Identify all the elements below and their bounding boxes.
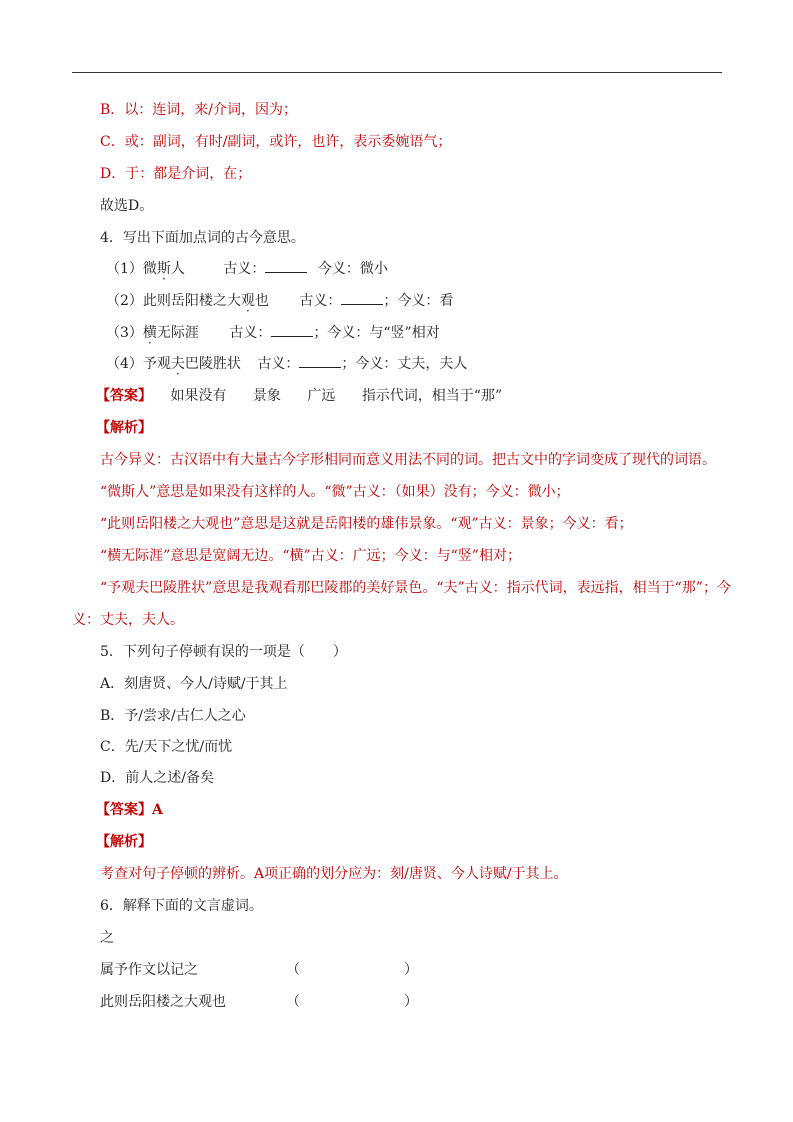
q5-option-c: C．先/天下之忧/而忧	[100, 739, 233, 755]
question-6: 6．解释下面的文言虚词。	[100, 898, 263, 914]
q6-item-2: 此则岳阳楼之大观也 （ ）	[100, 994, 418, 1010]
q6-item-1: 属予作文以记之 （ ）	[100, 962, 418, 978]
option-c-text: C．或：副词，有时/副词，或许，也许，表示委婉语气；	[100, 134, 452, 150]
q4-item-1: （1）微斯人 古义： 今义：微小	[106, 258, 388, 279]
function-word-zhi: 之	[100, 930, 114, 946]
question-5: 5．下列句子停顿有误的一项是（ ）	[100, 644, 347, 660]
analysis-4-line-2: “微斯人”意思是如果没有这样的人。“微”古义：（如果）没有；今义：微小；	[100, 484, 570, 500]
option-d-text: D．于：都是介词，在；	[100, 166, 252, 182]
header-rule	[72, 72, 722, 73]
analysis-4-line-1: 古今异义：古汉语中有大量古今字形相同而意义用法不同的词。把古文中的字词变成了现代的词语。	[100, 452, 716, 468]
blank-line	[271, 322, 313, 337]
q5-option-d: D．前人之述/备矣	[100, 770, 214, 786]
choice-conclusion: 故选D。	[100, 198, 154, 214]
q5-option-b: B．予/尝求/古仁人之心	[100, 708, 246, 724]
analysis-4-line-5a: “予观夫巴陵胜状”意思是我观看那巴陵郡的美好景色。“夫”古义：指示代词，表远指，相当于“那”；今	[100, 580, 731, 596]
q5-option-a: A．刻唐贤、今人/诗赋/于其上	[100, 676, 288, 692]
answer-4: 【答案】 如果没有 景象 广远 指示代词，相当于“那”	[96, 388, 503, 404]
analysis-4-line-3: “此则岳阳楼之大观也”意思是这就是岳阳楼的雄伟景象。“观”古义：景象；今义：看；	[100, 516, 633, 532]
blank-line	[299, 353, 341, 368]
answer-5: 【答案】A	[96, 802, 163, 818]
q4-item-2: （2）此则岳阳楼之大观也 古义： ；今义：看	[106, 290, 453, 311]
q4-item-4: （4）予观夫巴陵胜状 古义： ；今义：丈夫，夫人	[106, 353, 467, 374]
analysis-tag-5: 【解析】	[96, 834, 152, 850]
option-b-text: B．以：连词，来/介词，因为；	[100, 102, 298, 118]
q4-item-3: （3）横无际涯 古义： ；今义：与“竖”相对	[106, 322, 440, 343]
question-4: 4．写出下面加点词的古今意思。	[100, 230, 305, 246]
blank-line	[265, 258, 307, 273]
analysis-tag-4: 【解析】	[96, 420, 152, 436]
blank-line	[341, 290, 383, 305]
analysis-5-text: 考查对句子停顿的辨析。A项正确的划分应为：刻/唐贤、今人诗赋/于其上。	[100, 866, 568, 882]
analysis-4-line-4: “横无际涯”意思是宽阔无边。“横”古义：广远；今义：与“竖”相对；	[100, 548, 521, 564]
analysis-4-line-5b: 义：丈夫，夫人。	[72, 612, 184, 628]
